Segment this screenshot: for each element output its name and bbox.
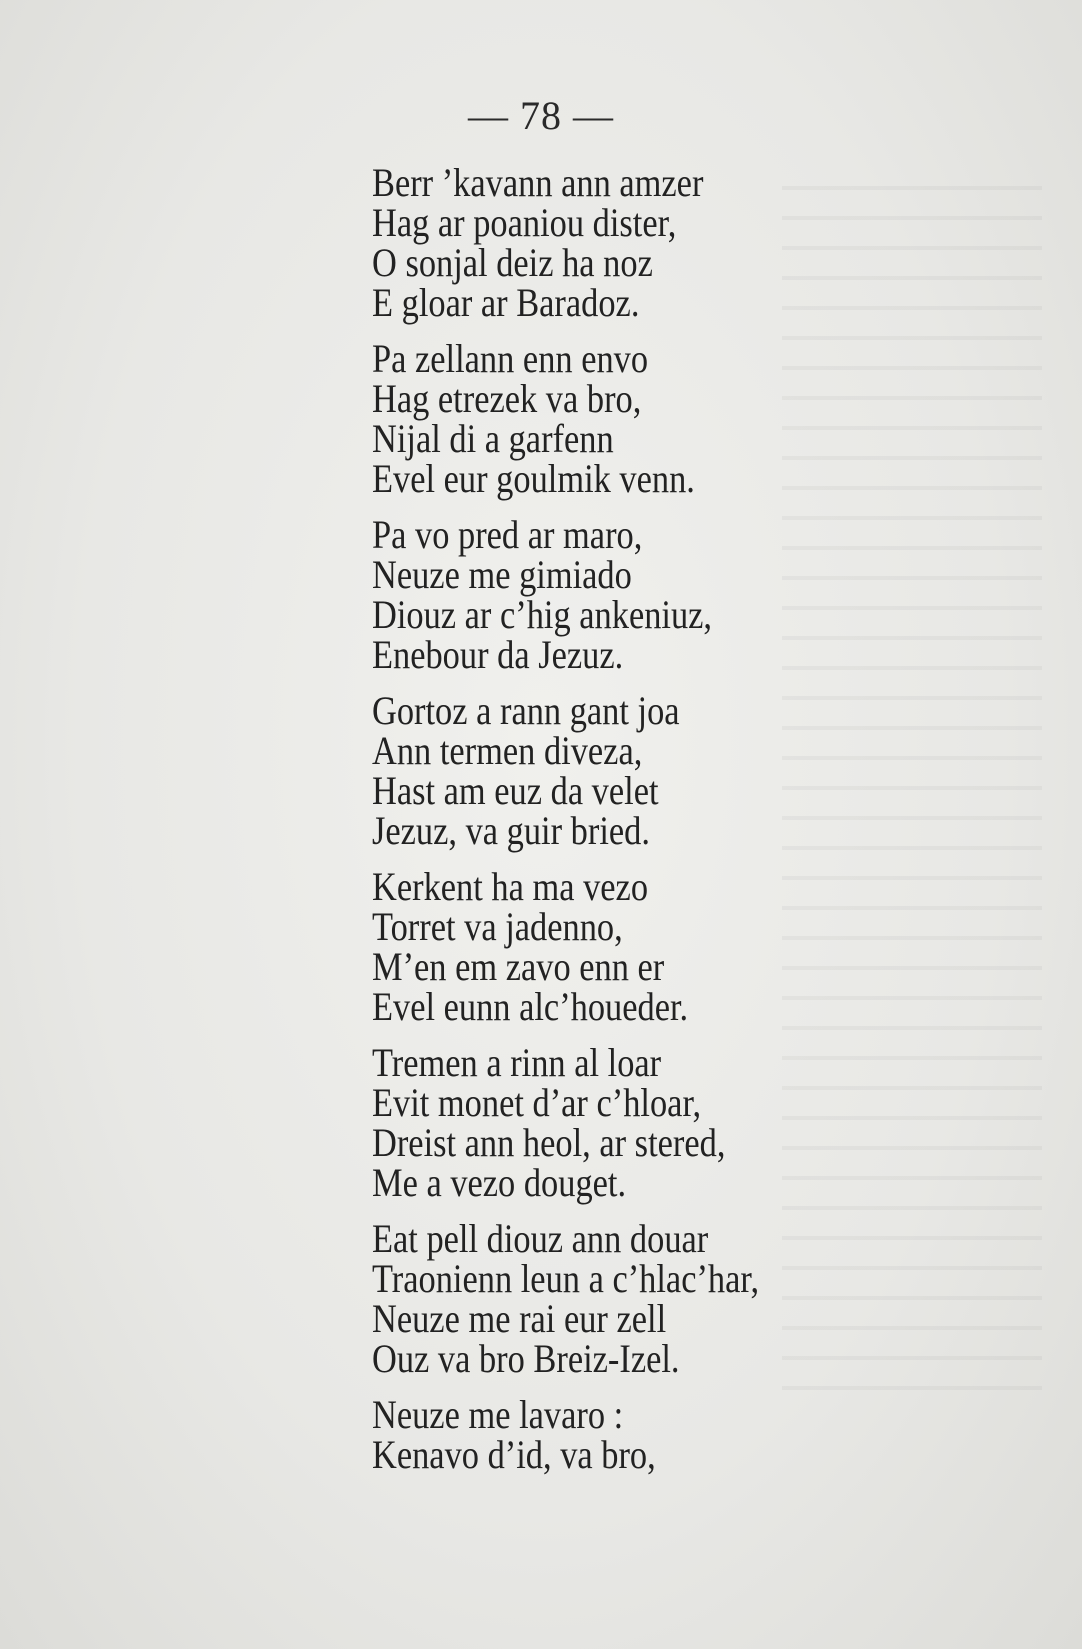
show-through-texture [782,160,1042,1410]
verse-line: Jezuz, va guir bried. [372,808,650,853]
poem-text [372,160,760,1491]
verse-line: Neuze me lavaro : [372,1392,624,1437]
verse-line: Berr ’kavann ann amzer [372,160,704,205]
verse-line: Eat pell diouz ann douar [372,1216,709,1261]
verse-line: Diouz ar c’hig ankeniuz, [372,592,713,637]
verse-line: Neuze me rai eur zell [372,1296,667,1341]
verse-line: Torret va jadenno, [372,904,623,949]
stanza [372,864,759,1029]
verse-line: Dreist ann heol, ar stered, [372,1120,726,1165]
stanza [372,512,759,677]
stanza [372,336,759,501]
verse-line: Hast am euz da velet [372,768,659,813]
stanza [372,1216,760,1381]
verse-line: Enebour da Jezuz. [372,632,624,677]
verse-line: Evel eunn alc’houeder. [372,984,689,1029]
stanza [372,688,759,853]
verse-line: Neuze me gimiado [372,552,632,597]
verse-line: E gloar ar Baradoz. [372,280,640,325]
verse-line: Hag ar poaniou dister, [372,200,677,245]
stanza [372,1392,759,1477]
verse-line: Evel eur goulmik venn. [372,456,695,501]
stanza [372,160,759,325]
verse-line: Nijal di a garfenn [372,416,614,461]
verse-line: Pa zellann enn envo [372,336,649,381]
verse-line: Evit monet d’ar c’hloar, [372,1080,702,1125]
verse-line: Kenavo d’id, va bro, [372,1432,656,1477]
verse-line: M’en em zavo enn er [372,944,665,989]
verse-line: Me a vezo douget. [372,1160,627,1205]
verse-line: Tremen a rinn al loar [372,1040,662,1085]
verse-line: Ouz va bro Breiz-Izel. [372,1336,680,1381]
page-number: — 78 — [468,93,614,138]
verse-line: Ann termen diveza, [372,728,643,773]
stanza [372,1040,759,1205]
verse-line: Hag etrezek va bro, [372,376,642,421]
verse-line: Kerkent ha ma vezo [372,864,649,909]
verse-line: Pa vo pred ar maro, [372,512,643,557]
verse-line: Gortoz a rann gant joa [372,688,680,733]
verse-line: Traonienn leun a c’hlac’har, [372,1256,760,1301]
verse-line: O sonjal deiz ha noz [372,240,653,285]
